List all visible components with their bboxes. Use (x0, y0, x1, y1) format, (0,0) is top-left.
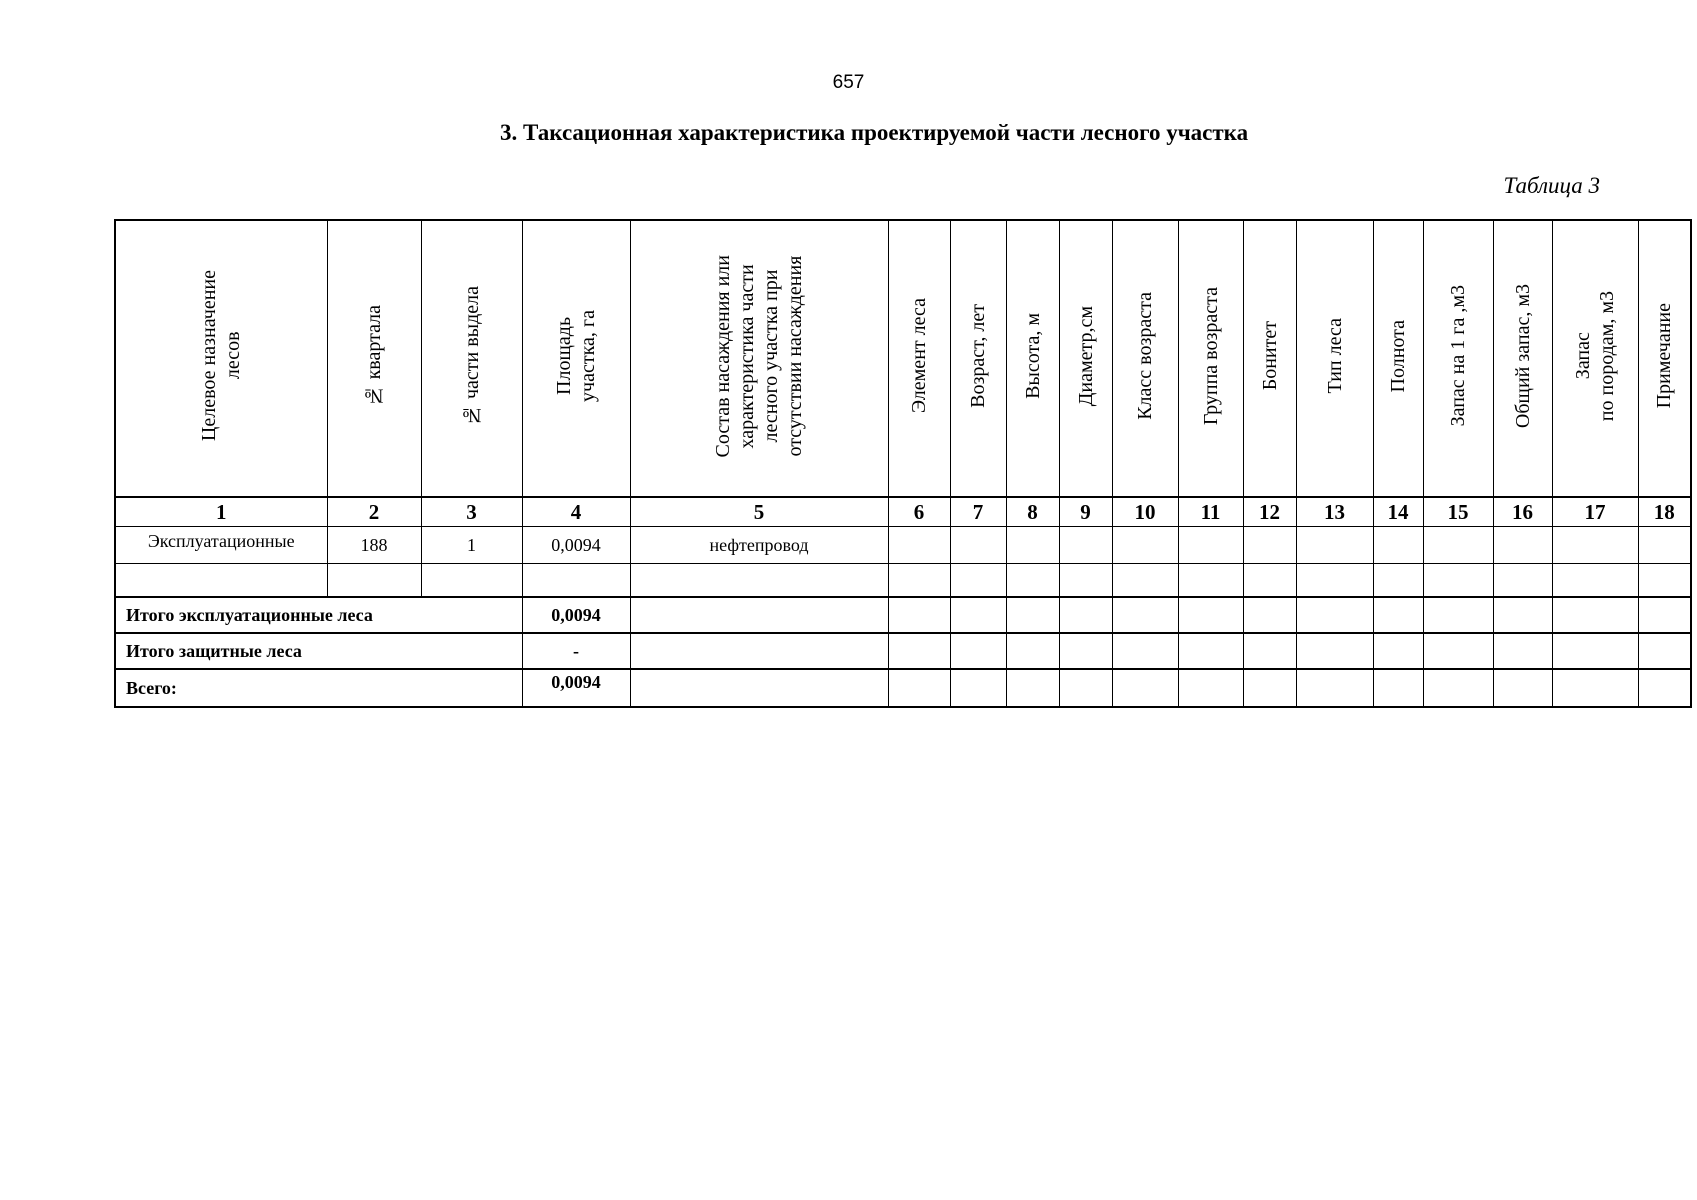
empty-cell (1552, 564, 1638, 598)
total-label: Итого эксплуатационные леса (115, 597, 522, 633)
header-cell (888, 220, 950, 497)
header-cell (1178, 220, 1243, 497)
empty-cell (1373, 527, 1423, 564)
header-label: Запас на 1 га ,м3 (1447, 285, 1469, 427)
empty-cell (950, 564, 1006, 598)
total-label: Итого защитные леса (115, 633, 522, 669)
column-number: 7 (950, 497, 1006, 527)
header-label: Группа возраста (1199, 286, 1222, 426)
total-value: 0,0094 (522, 597, 630, 633)
header-label: Состав насаждения или характеристика части лесного участка при отсутствии насаждения (712, 254, 806, 458)
empty-cell (1493, 669, 1552, 707)
header-cell (1112, 220, 1178, 497)
empty-cell (1493, 527, 1552, 564)
header-cell (1296, 220, 1373, 497)
page-number: 657 (832, 72, 865, 93)
empty-cell (1638, 564, 1691, 598)
empty-cell (1296, 527, 1373, 564)
total-value: 0,0094 (522, 669, 630, 707)
empty-cell (1296, 564, 1373, 598)
header-cell (115, 220, 327, 497)
empty-cell (1243, 633, 1296, 669)
empty-cell (888, 597, 950, 633)
empty-cell (1178, 633, 1243, 669)
empty-cell (950, 527, 1006, 564)
empty-cell (1552, 527, 1638, 564)
empty-cell (630, 597, 888, 633)
table-row (115, 527, 1691, 564)
empty-cell (888, 669, 950, 707)
empty-cell (1296, 597, 1373, 633)
column-number-row (115, 497, 1691, 527)
empty-cell (1059, 633, 1112, 669)
empty-cell (1178, 669, 1243, 707)
empty-cell (1638, 597, 1691, 633)
empty-cell (1112, 564, 1178, 598)
column-number: 3 (421, 497, 522, 527)
table-caption: Таблица 3 (1503, 173, 1600, 198)
empty-cell (950, 633, 1006, 669)
empty-cell (1178, 597, 1243, 633)
empty-cell (1296, 633, 1373, 669)
cell-composition: нефтепровод (630, 527, 888, 564)
column-number: 4 (522, 497, 630, 527)
column-number: 15 (1423, 497, 1493, 527)
empty-cell (1493, 564, 1552, 598)
empty-cell (1243, 669, 1296, 707)
empty-cell (1059, 669, 1112, 707)
empty-cell (1059, 597, 1112, 633)
header-label: Общий запас, м3 (1511, 283, 1534, 429)
empty-cell (1552, 669, 1638, 707)
empty-cell (950, 669, 1006, 707)
empty-cell (1006, 564, 1059, 598)
header-label: Полнота (1387, 319, 1409, 393)
empty-cell (630, 633, 888, 669)
column-number: 2 (327, 497, 421, 527)
header-label: Класс возраста (1134, 292, 1156, 420)
empty-cell (1373, 564, 1423, 598)
header-label: Диаметр,см (1074, 305, 1097, 407)
empty-cell (1423, 597, 1493, 633)
empty-cell (1006, 597, 1059, 633)
total-row-all (115, 669, 1691, 707)
empty-cell (1373, 633, 1423, 669)
column-number: 12 (1243, 497, 1296, 527)
column-number: 17 (1552, 497, 1638, 527)
cell-area: 0,0094 (522, 527, 630, 564)
cell-purpose: Эксплуатационные (115, 527, 327, 564)
empty-cell (1112, 597, 1178, 633)
empty-cell (522, 564, 630, 598)
header-cell (630, 220, 888, 497)
empty-cell (1373, 669, 1423, 707)
empty-cell (1493, 633, 1552, 669)
empty-cell (1006, 527, 1059, 564)
header-label: № части выдела (460, 285, 483, 427)
header-label: Запас по породам, м3 (1572, 290, 1618, 422)
empty-cell (1006, 669, 1059, 707)
header-cell (1552, 220, 1638, 497)
column-number: 6 (888, 497, 950, 527)
empty-cell (1423, 669, 1493, 707)
empty-cell (1493, 597, 1552, 633)
column-number: 16 (1493, 497, 1552, 527)
column-number: 10 (1112, 497, 1178, 527)
empty-cell (1059, 564, 1112, 598)
column-number: 5 (630, 497, 888, 527)
header-cell (950, 220, 1006, 497)
empty-cell (1112, 633, 1178, 669)
header-cell (421, 220, 522, 497)
empty-cell (1296, 669, 1373, 707)
empty-cell (1059, 527, 1112, 564)
header-cell (327, 220, 421, 497)
empty-cell (888, 564, 950, 598)
cell-quarter: 188 (327, 527, 421, 564)
empty-cell (888, 527, 950, 564)
empty-cell (1243, 564, 1296, 598)
header-label: № квартала (363, 305, 385, 407)
header-row (115, 220, 1691, 497)
header-cell (1006, 220, 1059, 497)
total-label: Всего: (115, 669, 522, 707)
table-row-empty (115, 564, 1691, 598)
header-label: Бонитет (1258, 321, 1281, 391)
column-number: 13 (1296, 497, 1373, 527)
header-label: Целевое назначение лесов (198, 270, 245, 442)
header-cell (1423, 220, 1493, 497)
empty-cell (115, 564, 327, 598)
header-cell (522, 220, 630, 497)
header-label: Элемент леса (908, 298, 930, 414)
empty-cell (1552, 597, 1638, 633)
header-cell (1493, 220, 1552, 497)
column-number: 14 (1373, 497, 1423, 527)
total-row-exploitation (115, 597, 1691, 633)
column-number: 8 (1006, 497, 1059, 527)
column-number: 11 (1178, 497, 1243, 527)
taxation-table (114, 219, 1692, 708)
empty-cell (1552, 633, 1638, 669)
empty-cell (1112, 669, 1178, 707)
empty-cell (1638, 527, 1691, 564)
empty-cell (1373, 597, 1423, 633)
header-label: Примечание (1653, 303, 1676, 409)
cell-part: 1 (421, 527, 522, 564)
column-number: 18 (1638, 497, 1691, 527)
empty-cell (1006, 633, 1059, 669)
column-number: 9 (1059, 497, 1112, 527)
document-title: 3. Таксационная характеристика проектируемой части лесного участка (500, 120, 1249, 145)
total-value: - (522, 633, 630, 669)
total-row-protective (115, 633, 1691, 669)
empty-cell (1243, 597, 1296, 633)
header-label: Высота, м (1021, 313, 1044, 399)
header-cell (1638, 220, 1691, 497)
header-cell (1059, 220, 1112, 497)
empty-cell (1178, 564, 1243, 598)
empty-cell (1638, 633, 1691, 669)
empty-cell (1112, 527, 1178, 564)
header-label: Возраст, лет (967, 304, 989, 408)
empty-cell (1423, 527, 1493, 564)
column-number: 1 (115, 497, 327, 527)
empty-cell (327, 564, 421, 598)
header-cell (1373, 220, 1423, 497)
header-cell (1243, 220, 1296, 497)
empty-cell (1638, 669, 1691, 707)
empty-cell (421, 564, 522, 598)
empty-cell (1423, 633, 1493, 669)
empty-cell (1423, 564, 1493, 598)
empty-cell (888, 633, 950, 669)
header-label: Тип леса (1323, 318, 1346, 394)
empty-cell (630, 669, 888, 707)
empty-cell (1178, 527, 1243, 564)
empty-cell (630, 564, 888, 598)
empty-cell (950, 597, 1006, 633)
empty-cell (1243, 527, 1296, 564)
header-label: Площадь участка, га (553, 310, 599, 402)
